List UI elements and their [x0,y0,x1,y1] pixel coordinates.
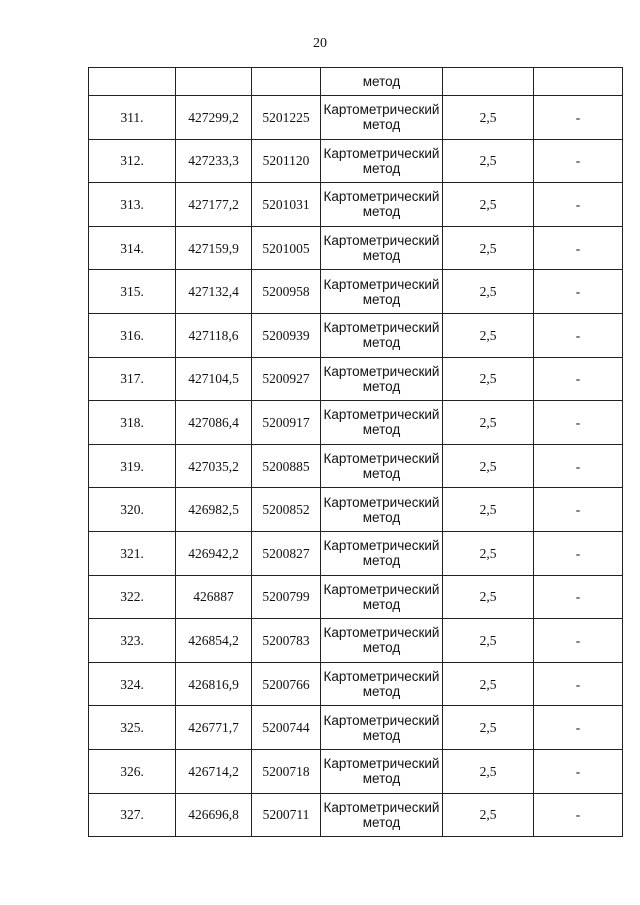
cell-x [176,68,252,96]
cell-x: 427118,6 [176,313,252,357]
cell-note: - [534,531,623,575]
cell-note: - [534,226,623,270]
cell-x: 426854,2 [176,619,252,663]
cell-method: Картометрический метод [321,793,443,837]
cell-x: 426696,8 [176,793,252,837]
cell-method: Картометрический метод [321,662,443,706]
cell-note: - [534,270,623,314]
table-row [89,706,623,750]
cell-precision: 2,5 [443,619,534,663]
cell-num: 325. [89,706,176,750]
cell-method: Картометрический метод [321,96,443,140]
cell-method: Картометрический метод [321,706,443,750]
cell-method: Картометрический метод [321,531,443,575]
table-row [89,357,623,401]
cell-num: 321. [89,531,176,575]
cell-note: - [534,619,623,663]
table-row [89,270,623,314]
cell-precision: 2,5 [443,401,534,445]
cell-y: 5201225 [252,96,321,140]
table-row [89,444,623,488]
table-row [89,531,623,575]
cell-y: 5200939 [252,313,321,357]
table-row [89,183,623,227]
cell-note [534,68,623,96]
table-row [89,662,623,706]
cell-method: Картометрический метод [321,183,443,227]
cell-method: Картометрический метод [321,619,443,663]
cell-y: 5200852 [252,488,321,532]
cell-method: Картометрический метод [321,226,443,270]
cell-num: 323. [89,619,176,663]
cell-num: 319. [89,444,176,488]
cell-x: 427035,2 [176,444,252,488]
cell-x: 426942,2 [176,531,252,575]
cell-precision: 2,5 [443,575,534,619]
cell-num: 315. [89,270,176,314]
cell-y: 5200927 [252,357,321,401]
cell-y: 5200744 [252,706,321,750]
cell-note: - [534,401,623,445]
cell-x: 427132,4 [176,270,252,314]
cell-y: 5200827 [252,531,321,575]
cell-note: - [534,662,623,706]
cell-note: - [534,488,623,532]
cell-precision: 2,5 [443,96,534,140]
table-row [89,575,623,619]
cell-num: 316. [89,313,176,357]
cell-x: 426771,7 [176,706,252,750]
table-row [89,139,623,183]
cell-num: 318. [89,401,176,445]
table-row [89,793,623,837]
cell-precision: 2,5 [443,488,534,532]
table-row-continuation [89,68,623,96]
cell-y: 5200711 [252,793,321,837]
table-row [89,401,623,445]
cell-x: 427104,5 [176,357,252,401]
cell-precision: 2,5 [443,139,534,183]
cell-y [252,68,321,96]
table-row [89,226,623,270]
cell-precision: 2,5 [443,183,534,227]
cell-num: 312. [89,139,176,183]
cell-y: 5200783 [252,619,321,663]
cell-num: 314. [89,226,176,270]
cell-method: метод [321,68,443,96]
table-row [89,619,623,663]
page-number: 20 [313,36,327,51]
cell-precision: 2,5 [443,313,534,357]
cell-y: 5201005 [252,226,321,270]
cell-precision: 2,5 [443,444,534,488]
cell-num: 311. [89,96,176,140]
table-row [89,488,623,532]
table-row [89,749,623,793]
cell-precision [443,68,534,96]
cell-num: 313. [89,183,176,227]
cell-num: 324. [89,662,176,706]
cell-note: - [534,575,623,619]
cell-x: 427177,2 [176,183,252,227]
cell-precision: 2,5 [443,270,534,314]
cell-y: 5200917 [252,401,321,445]
cell-note: - [534,313,623,357]
cell-num: 326. [89,749,176,793]
cell-num: 327. [89,793,176,837]
cell-y: 5200766 [252,662,321,706]
cell-precision: 2,5 [443,793,534,837]
cell-x: 426887 [176,575,252,619]
cell-precision: 2,5 [443,662,534,706]
cell-x: 427299,2 [176,96,252,140]
cell-method: Картометрический метод [321,488,443,532]
cell-method: Картометрический метод [321,313,443,357]
cell-note: - [534,444,623,488]
cell-x: 427086,4 [176,401,252,445]
cell-x: 427159,9 [176,226,252,270]
cell-y: 5200885 [252,444,321,488]
cell-note: - [534,139,623,183]
coordinates-table [88,67,623,837]
table-row [89,96,623,140]
cell-precision: 2,5 [443,531,534,575]
cell-y: 5200958 [252,270,321,314]
cell-num: 317. [89,357,176,401]
cell-note: - [534,749,623,793]
cell-note: - [534,793,623,837]
cell-precision: 2,5 [443,357,534,401]
cell-note: - [534,96,623,140]
cell-note: - [534,183,623,227]
cell-method: Картометрический метод [321,139,443,183]
cell-method: Картометрический метод [321,270,443,314]
cell-note: - [534,357,623,401]
cell-y: 5200718 [252,749,321,793]
cell-num [89,68,176,96]
cell-note: - [534,706,623,750]
cell-y: 5201031 [252,183,321,227]
table-row [89,313,623,357]
cell-x: 426816,9 [176,662,252,706]
cell-x: 426982,5 [176,488,252,532]
cell-y: 5201120 [252,139,321,183]
cell-num: 322. [89,575,176,619]
cell-precision: 2,5 [443,706,534,750]
cell-precision: 2,5 [443,226,534,270]
cell-x: 426714,2 [176,749,252,793]
cell-method: Картометрический метод [321,575,443,619]
table-body [89,68,623,837]
cell-x: 427233,3 [176,139,252,183]
cell-method: Картометрический метод [321,401,443,445]
cell-y: 5200799 [252,575,321,619]
cell-precision: 2,5 [443,749,534,793]
cell-num: 320. [89,488,176,532]
cell-method: Картометрический метод [321,357,443,401]
cell-method: Картометрический метод [321,749,443,793]
cell-method: Картометрический метод [321,444,443,488]
